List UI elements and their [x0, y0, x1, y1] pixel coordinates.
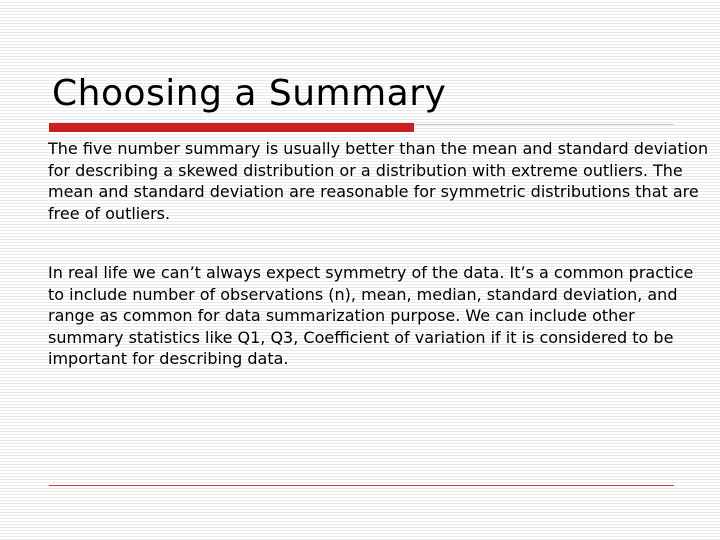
body-paragraph-2: In real life we can’t always expect symmetry of the data. It’s a common practice to include number of observations (n), mean, median, standard deviation, and range as common for data summarization purpose. We can include other summary statistics like Q1, Q3, Coefficient of variation if it is considered to be important for describing data. [48, 263, 694, 368]
slide-title: Choosing a Summary [52, 73, 447, 114]
footer-divider-line [49, 485, 674, 486]
body-paragraph-1: The five number summary is usually better than the mean and standard deviation for describing a skewed distribution or a distribution with extreme outliers. The mean and standard deviation are reasonable for symmetric distributions that are free of outliers. [48, 139, 709, 223]
title-accent-bar [49, 123, 414, 132]
